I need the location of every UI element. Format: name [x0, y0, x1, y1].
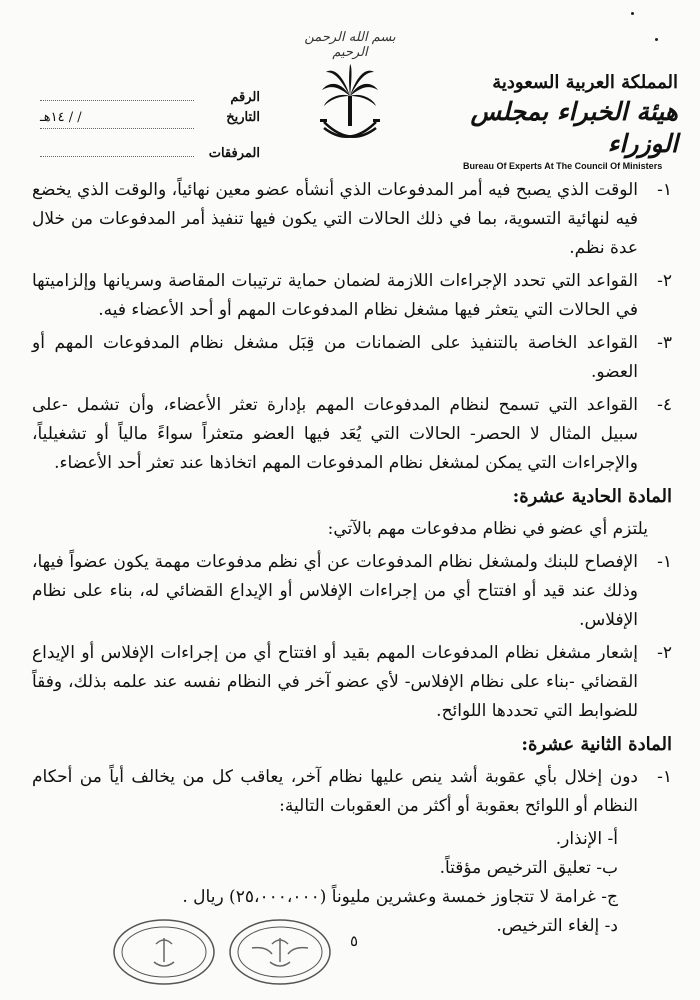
item-number: ١- — [657, 180, 672, 200]
list-item — [32, 176, 672, 263]
list-item — [32, 639, 672, 726]
item-text: القواعد التي تسمح لنظام المدفوعات المهم بإدارة تعثر الأعضاء، وأن تشمل -على سبيل المثال لا الحصر- الحالات التي يُعَد فيها العضو متعثراً سواءً مالياً أو تشغيلياً، والإجراءات التي يمكن لمشغل نظام المدفوعات المهم اتخاذها عند تعثر أحد الأعضاء. — [32, 395, 638, 473]
number-row — [40, 82, 260, 110]
official-seal-stamp-icon — [112, 918, 216, 986]
list-item — [32, 548, 672, 635]
number-value — [40, 82, 194, 101]
basmala: بسم الله الرحمن الرحيم — [304, 30, 396, 60]
article-12-heading: المادة الثانية عشرة: — [521, 734, 672, 755]
list-item — [32, 329, 672, 387]
item-text: القواعد التي تحدد الإجراءات اللازمة لضمان حماية ترتيبات المقاصة وسريانها وإلزاميتها في الحالات التي يتعثر فيها مشغل نظام المدفوعات المهم أو أحد الأعضاء فيه. — [32, 271, 638, 320]
organization-letterhead — [463, 72, 678, 171]
date-value: / / ١٤هـ — [40, 110, 194, 129]
item-number: ١- — [657, 767, 672, 787]
attachments-label: المرفقات — [208, 146, 260, 161]
penalty-item: ب- تعليق الترخيص مؤقتاً. — [439, 858, 618, 878]
date-label: التاريخ — [226, 110, 260, 125]
bureau-name: هيئة الخبراء بمجلس الوزراء — [470, 97, 678, 158]
list-item — [32, 391, 672, 478]
item-text: دون إخلال بأي عقوبة أشد ينص عليها نظام آخر، يعاقب كل من يخالف أياً من أحكام النظام أو اللوائح بعقوبة أو أكثر من العقوبات التالية: — [32, 767, 638, 816]
penalty-item: أ- الإنذار. — [555, 829, 618, 849]
item-number: ١- — [657, 552, 672, 572]
page-number: ٥ — [350, 932, 359, 950]
penalty-item: ج- غرامة لا تتجاوز خمسة وعشرين مليوناً (٢٥،٠٠٠،٠٠٠) ريال . — [182, 887, 618, 907]
item-text: القواعد الخاصة بالتنفيذ على الضمانات من قِبَل مشغل نظام المدفوعات المهم أو العضو. — [32, 333, 638, 382]
document-body — [32, 176, 672, 941]
scan-speck — [655, 38, 658, 41]
palm-swords-emblem-icon — [318, 62, 382, 152]
list-item — [32, 267, 672, 325]
item-number: ٣- — [657, 333, 672, 353]
article-11-heading: المادة الحادية عشرة: — [512, 486, 672, 507]
item-number: ٢- — [657, 643, 672, 663]
reference-fields — [40, 82, 260, 166]
item-number: ٤- — [657, 395, 672, 415]
bureau-english-name: Bureau Of Experts At The Council Of Ministers — [463, 161, 663, 171]
attachments-value — [40, 138, 194, 157]
list-item — [32, 763, 672, 821]
attachments-row — [40, 138, 260, 166]
item-text: الإفصاح للبنك ولمشغل نظام المدفوعات عن أي نظم مدفوعات مهمة يكون عضواً فيها، وذلك عند قيد أو افتتاح أي من إجراءات الإفلاس أو الإيداع القضائي له، بناء على نظام الإفلاس. — [32, 552, 638, 630]
item-number: ٢- — [657, 271, 672, 291]
article-11-intro: يلتزم أي عضو في نظام مدفوعات مهم بالآتي: — [327, 519, 648, 539]
penalty-item: د- إلغاء الترخيص. — [496, 916, 618, 936]
date-row — [40, 110, 260, 138]
scan-speck — [631, 12, 634, 15]
kingdom-name: المملكة العربية السعودية — [492, 72, 678, 93]
number-label: الرقم — [230, 90, 260, 105]
item-text: إشعار مشغل نظام المدفوعات المهم بقيد أو افتتاح أي من إجراءات الإفلاس أو الإيداع القضائي -بناء على نظام الإفلاس- لأي عضو آخر في النظام نفسه عند علمه بذلك، وفقاً للضوابط التي تحددها اللوائح. — [32, 643, 638, 721]
official-seal-stamp-icon — [228, 918, 332, 986]
item-text: الوقت الذي يصبح فيه أمر المدفوعات الذي أنشأه عضو معين نهائياً، والوقت الذي يخضع فيه لنهائية التسوية، بما في ذلك الحالات التي يكون فيها تنفيذ أمر المدفوعات من خلال عدة نظم. — [32, 180, 638, 258]
